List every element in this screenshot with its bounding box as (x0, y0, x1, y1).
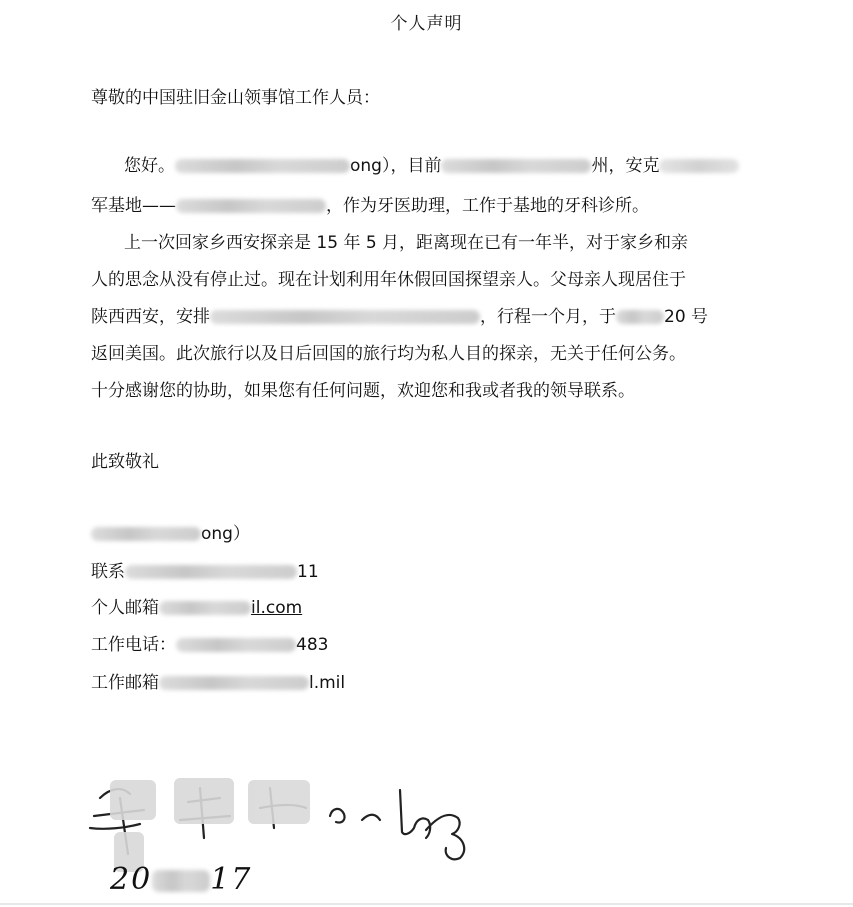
para2-line2: 人的思念从没有停止过。现在计划利用年休假回国探望亲人。父母亲人现居住于 (91, 270, 686, 290)
phone-label: 联系 (91, 562, 125, 582)
redacted-email (159, 601, 251, 615)
contact-name-tail: ong） (201, 524, 250, 544)
date-tail: 17 (210, 862, 253, 897)
para2-line3-b: ，行程一个月，于 (480, 307, 616, 327)
para1-text-c: 州，安克 (591, 156, 660, 176)
redacted-base-name (176, 199, 326, 213)
para1-line2-a: 军基地—— (91, 196, 176, 216)
redacted-signer-name (91, 527, 201, 541)
redacted-date (616, 310, 664, 324)
redacted-location (441, 159, 591, 173)
redacted-itinerary (210, 310, 480, 324)
email-label: 个人邮箱 (91, 598, 159, 618)
para2-line3-a: 陕西西安，安排 (91, 307, 210, 327)
para1-line2-b: ，作为牙医助理，工作于基地的牙科诊所。 (326, 196, 649, 216)
para1-line2 (91, 193, 649, 219)
phone-tail: 11 (297, 562, 319, 582)
redacted-work-phone (176, 638, 296, 652)
redacted-name (175, 159, 350, 173)
contact-name (91, 521, 250, 547)
closing: 此致敬礼 (91, 452, 159, 472)
work-phone-label: 工作电话： (91, 635, 176, 655)
para2-line5: 十分感谢您的协助，如果您有任何问题，欢迎您和我或者我的领导联系。 (91, 381, 635, 401)
contact-work-email (91, 670, 345, 696)
redacted-work-email (159, 676, 309, 690)
email-link[interactable]: il.com (251, 598, 303, 618)
work-email-tail: l.mil (309, 673, 346, 693)
para1-text-b: ong），目前 (350, 156, 442, 176)
para2-line3 (91, 304, 708, 330)
para2-line1: 上一次回家乡西安探亲是 15 年 5 月，距离现在已有一年半，对于家乡和亲 (124, 233, 689, 253)
redacted-base (659, 159, 739, 173)
contact-email (91, 595, 302, 621)
redacted-date-middle (152, 870, 210, 892)
greeting-text: 您好。 (124, 156, 175, 176)
work-phone-tail: 483 (296, 635, 329, 655)
para2-line3-c: 20 号 (664, 307, 709, 327)
contact-phone (91, 559, 319, 585)
redacted-phone (125, 565, 297, 579)
salutation: 尊敬的中国驻旧金山领事馆工作人员： (91, 88, 380, 108)
work-email-label: 工作邮箱 (91, 673, 159, 693)
contact-work-phone (91, 632, 328, 658)
signature-date (110, 862, 252, 897)
para1-line1 (124, 153, 739, 179)
page-bottom-edge (0, 903, 853, 905)
date-head: 20 (110, 862, 153, 897)
para2-line4: 返回美国。此次旅行以及日后回国的旅行均为私人目的探亲，无关于任何公务。 (91, 344, 686, 364)
document-title: 个人声明 (390, 14, 463, 34)
